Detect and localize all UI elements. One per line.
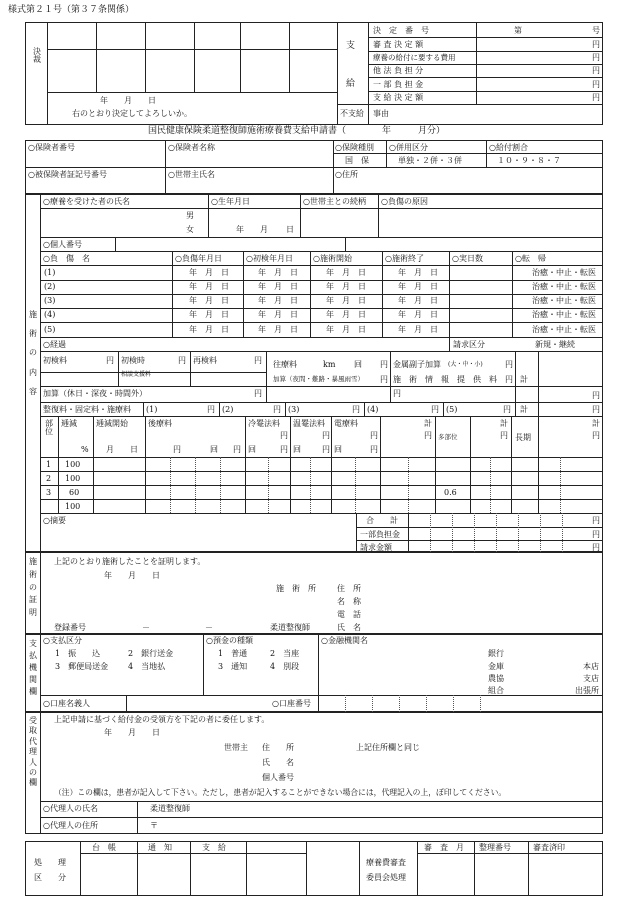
insurer-number-field[interactable]: ○保険者番号 <box>28 143 75 152</box>
deposit-option[interactable]: 1 普通 <box>218 649 248 658</box>
injury-row: (1) <box>44 268 56 277</box>
account-holder-field[interactable]: ○口座名義人 <box>43 699 90 708</box>
payment-option[interactable]: 3 郵便局送金 <box>55 662 109 671</box>
shikyu-row-5: 支 給 決 定 額 <box>373 93 424 102</box>
agent-address-field[interactable]: 〒 <box>150 821 158 830</box>
shikyu-row-0: 決 定 番 号 <box>373 26 429 35</box>
payment-option[interactable]: 1 振 込 <box>55 649 101 658</box>
shikyu-row-1: 審 査 決 定 額 <box>373 40 424 49</box>
detail-row: 1 <box>46 460 52 469</box>
deposit-option[interactable]: 4 別段 <box>270 662 300 671</box>
kessai-note: 右のとおり決定してよろしいか。 <box>72 109 192 118</box>
side-label: 施術の内容 <box>29 310 37 396</box>
shikyu-row-4: 一 部 負 担 金 <box>373 80 424 89</box>
agent-name-field[interactable]: 柔道整復師 <box>150 804 190 813</box>
householder-field[interactable]: ○世帯主氏名 <box>168 170 215 179</box>
address-field[interactable]: ○住所 <box>335 170 358 179</box>
kessai-label: 決 裁 <box>33 47 57 65</box>
insured-number-field[interactable]: ○被保険者証記号番号 <box>28 170 107 179</box>
personal-number-field[interactable]: ○個人番号 <box>43 240 82 249</box>
payment-option[interactable]: 2 銀行送金 <box>128 649 174 658</box>
payment-option[interactable]: 4 当地払 <box>128 662 166 671</box>
fushikyu-label: 不支給 <box>340 109 364 118</box>
shikyu-row-2: 療養の給付に要する費用 <box>373 53 456 62</box>
injury-row: (3) <box>44 296 56 305</box>
deposit-option[interactable]: 2 当座 <box>270 649 300 658</box>
form-title: 国民健康保険柔道整復師施術療養費支給申請書（ 年 月分） <box>148 126 446 136</box>
fushikyu-reason: 事由 <box>373 109 389 118</box>
insurer-name-field[interactable]: ○保険者名称 <box>168 143 215 152</box>
detail-row: 3 <box>46 488 52 497</box>
form-number: 様式第２１号（第３７条関係） <box>8 5 135 15</box>
injury-row: (2) <box>44 282 56 291</box>
injury-row: (4) <box>44 310 56 319</box>
patient-name-field[interactable]: ○療養を受けた者の氏名 <box>43 197 130 206</box>
deposit-option[interactable]: 3 通知 <box>218 662 248 671</box>
shikyu-row-3: 他 法 負 担 分 <box>373 66 424 75</box>
injury-row: (5) <box>44 325 56 334</box>
account-number-field[interactable]: ○口座番号 <box>272 699 311 708</box>
detail-row: 2 <box>46 474 52 483</box>
kessai-date: 年 月 日 <box>100 96 156 105</box>
payment-section <box>25 634 603 712</box>
